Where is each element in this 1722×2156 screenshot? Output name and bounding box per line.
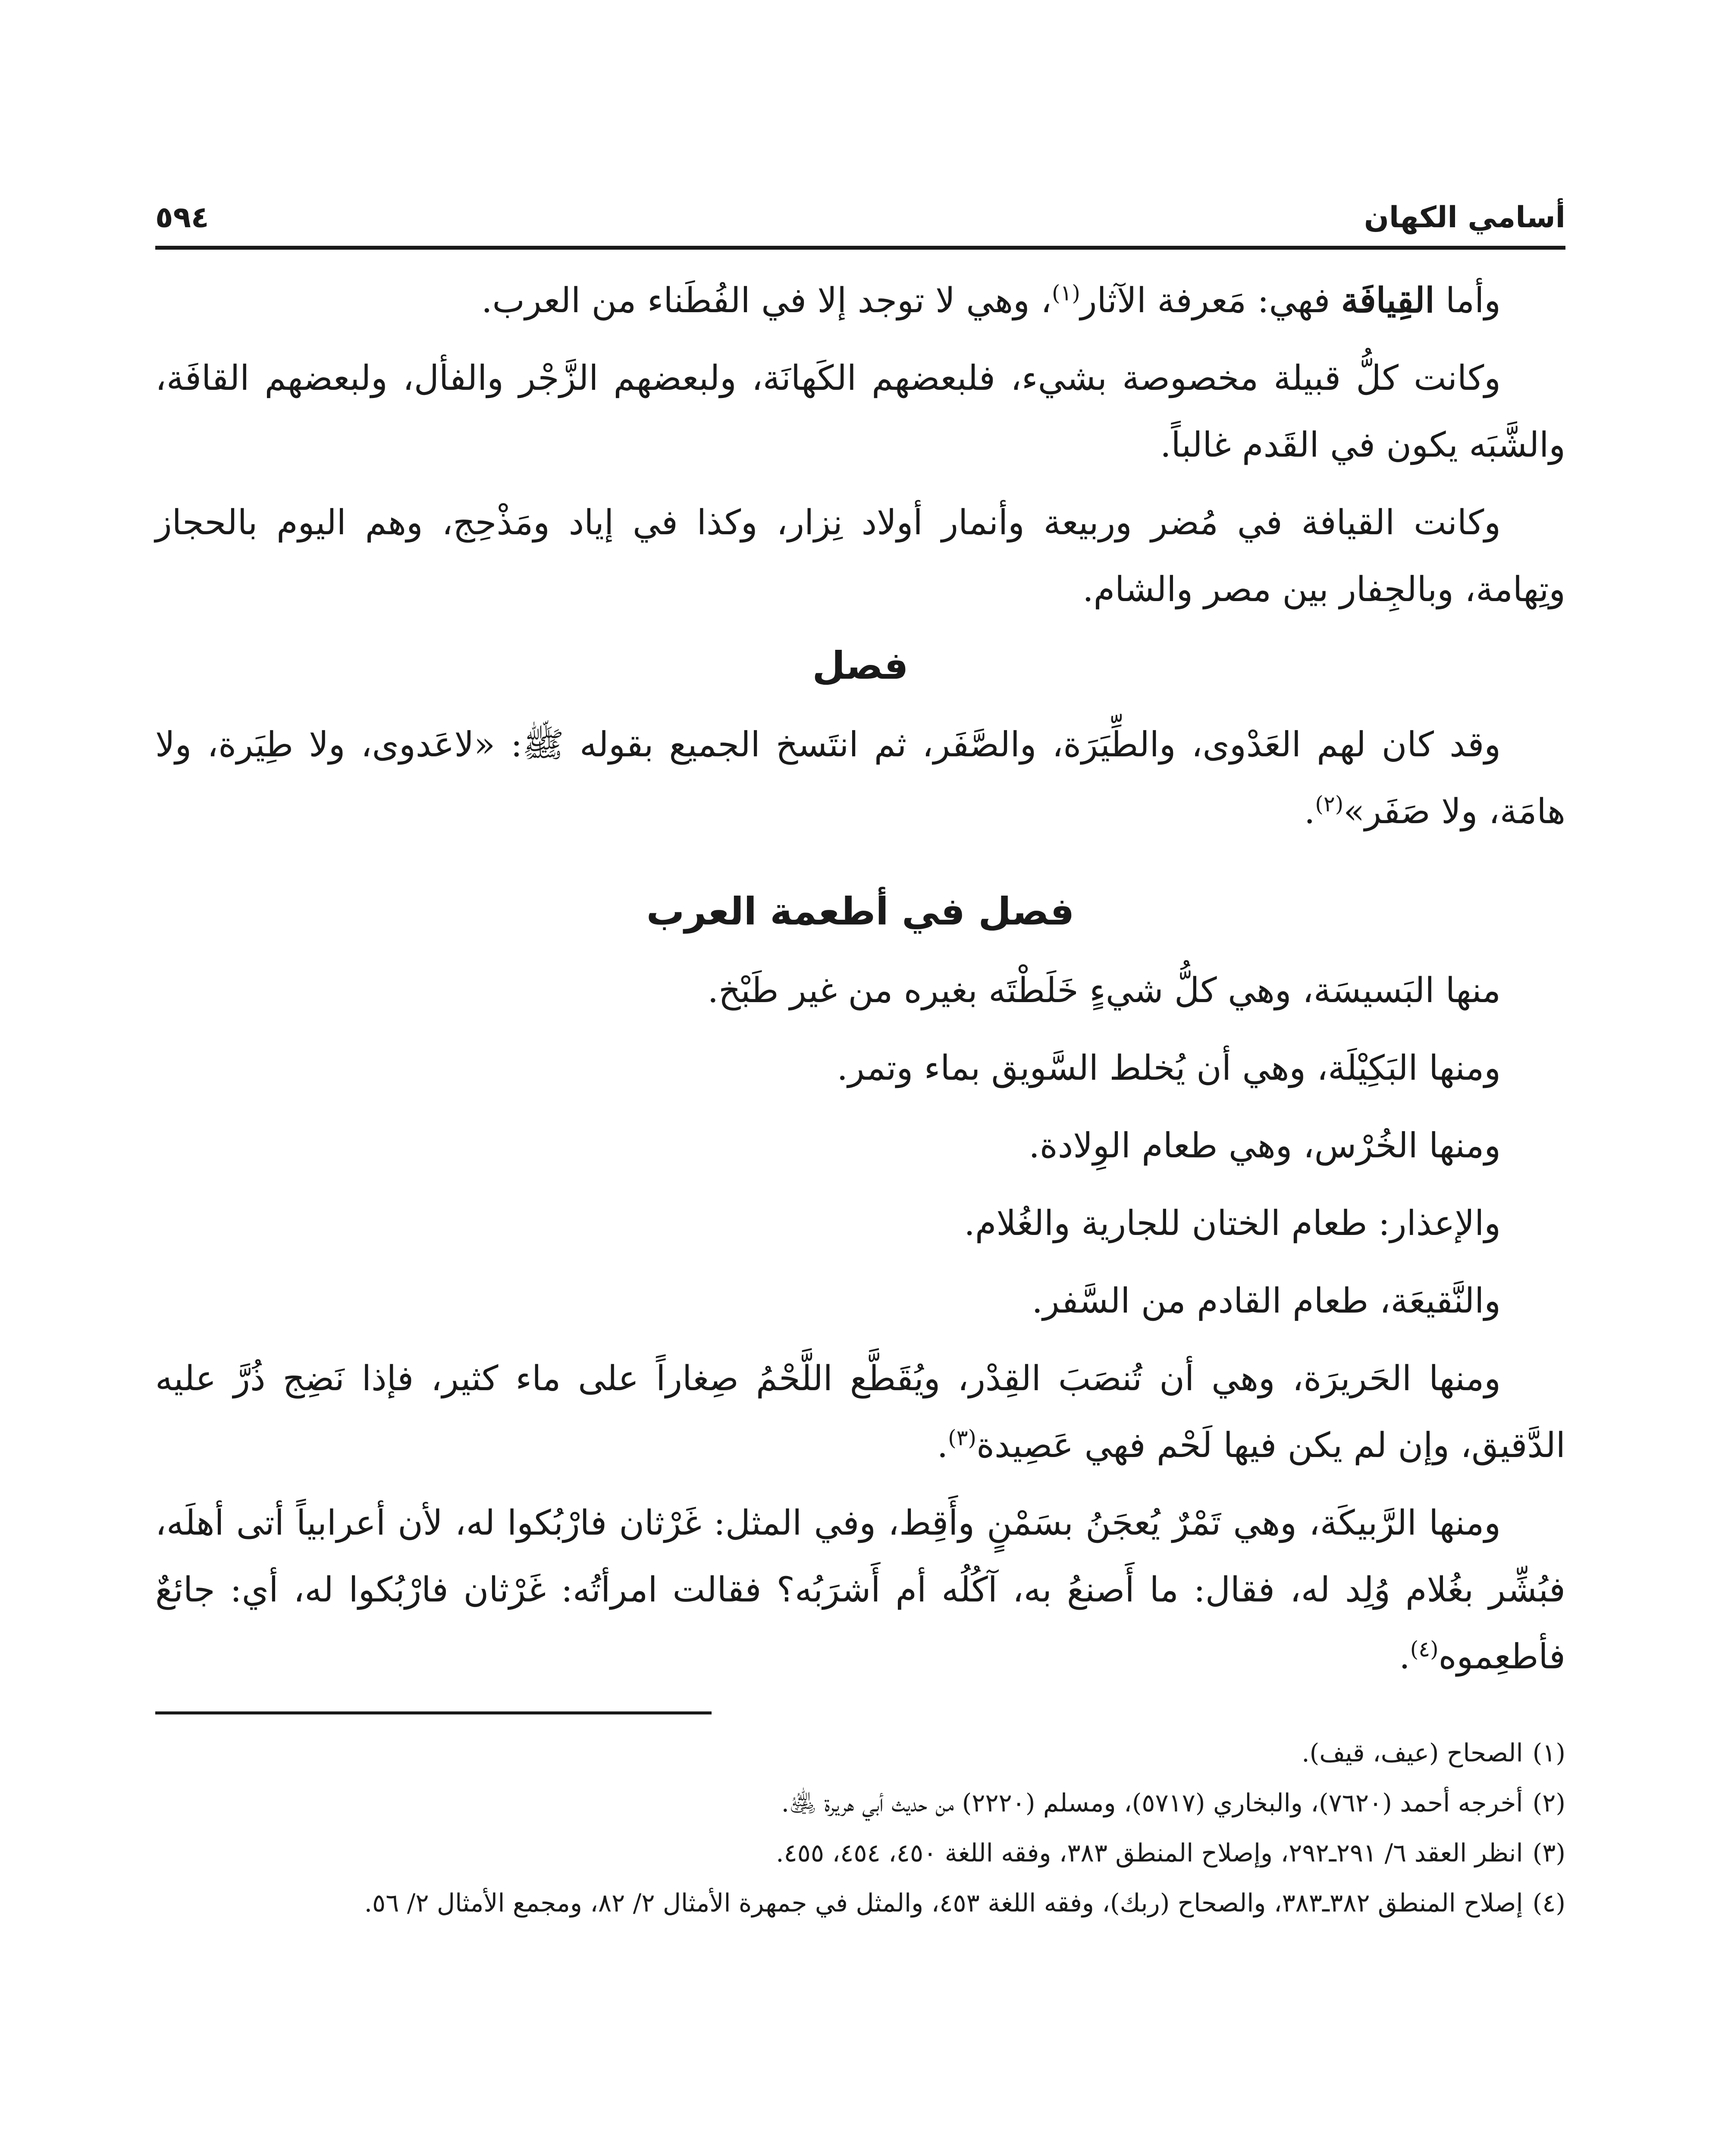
food-item: والإعذار: طعام الختان للجارية والغُلام. [964, 1203, 1501, 1243]
footnote-number: (٢) [1532, 1788, 1565, 1818]
paragraph-text: وقد كان لهم العَدْوى، والطِّيَرَة، والصَّفَر، ثم انتَسخ الجميع بقوله ﷺ: «لاعَدوى، ولا طِيَرة، ولا هامَة، ولا صَفَر» [155, 724, 1565, 831]
food-item: منها البَسيسَة، وهي كلُّ شيءٍ خَلَطْتَه بغيره من غير طَبْخ. [707, 970, 1501, 1010]
footnote-ref-2[interactable]: (٢) [1315, 791, 1344, 817]
footnote-text: الصحاح (عيف، قيف). [1302, 1738, 1523, 1767]
paragraph-lead: وأما [1434, 280, 1501, 320]
section-heading-fasl: فصل [812, 643, 909, 688]
food-item: ومنها البَكِيْلَة، وهي أن يُخلط السَّويق بماء وتمر. [837, 1048, 1501, 1088]
page-number: ٥٩٤ [155, 201, 209, 235]
paragraph-text: ومنها الحَريرَة، وهي أن تُنصَبَ القِدْر، ويُقَطَّع اللَّحْمُ صِغاراً على ماء كثير، فإذا نَضِج ذُرَّ عليه الدَّقيق، وإن لم يكن فيها لَحْم فهي عَصِيدة [155, 1358, 1565, 1465]
paragraph-text: فهي: مَعرفة الآثار [1080, 280, 1341, 320]
footnote-2 [155, 1780, 1565, 1826]
footnote-number: (٤) [1532, 1888, 1565, 1918]
paragraph-end: . [1304, 791, 1315, 831]
paragraph-qiyafa [155, 267, 1565, 334]
paragraph-adwa [155, 711, 1565, 845]
paragraph-qiyafa-regions: وكانت القيافة في مُضر وربيعة وأنمار أولاد نِزار، وكذا في إياد ومَذْحِج، وهم اليوم بالحجاز وتِهامة، وبالجِفار بين مصر والشام. [155, 502, 1565, 609]
section-heading-arab-foods: فصل في أطعمة العرب [646, 889, 1075, 934]
book-page [155, 185, 1565, 2156]
paragraph-text: ، وهي لا توجد إلا في الفُطَناء من العرب. [481, 280, 1052, 320]
paragraph-tribes: وكانت كلُّ قبيلة مخصوصة بشيء، فلبعضهم الكَهانَة، ولبعضهم الزَّجْر والفأل، ولبعضهم القافَة، والشَّبَه يكون في القَدم غالباً. [155, 358, 1565, 465]
paragraph-rabika [155, 1489, 1565, 1690]
paragraph-harira [155, 1345, 1565, 1479]
footnote-ref-4[interactable]: (٤) [1410, 1636, 1439, 1662]
footnotes [155, 1730, 1565, 1926]
paragraph-end: . [1399, 1636, 1410, 1677]
footnote-text: أخرجه أحمد (٧٦٢٠)، والبخاري (٥٧١٧)، ومسلم (٢٢٢٠) من حديث أبي هريرة ﵁. [781, 1788, 1523, 1818]
food-item: والنَّقيعَة، طعام القادم من السَّفر. [1032, 1281, 1501, 1321]
footnote-number: (١) [1532, 1738, 1565, 1767]
page-body [155, 267, 1565, 1690]
page-header [155, 185, 1565, 250]
paragraph-end: . [937, 1425, 948, 1465]
footnote-ref-3[interactable]: (٣) [948, 1425, 977, 1451]
footnote-4 [155, 1880, 1565, 1926]
footnote-text: إصلاح المنطق ٣٨٢ـ٣٨٣، والصحاح (ربك)، وفقه اللغة ٤٥٣، والمثل في جمهرة الأمثال ٢/ ٨٢، ومجمع الأمثال ٢/ ٥٦. [364, 1888, 1523, 1918]
food-item: ومنها الخُرْس، وهي طعام الوِلادة. [1029, 1125, 1501, 1166]
term-qiyafa: القِيافَة [1341, 280, 1435, 320]
footnote-text: انظر العقد ٦/ ٢٩١ـ٢٩٢، وإصلاح المنطق ٣٨٣، وفقه اللغة ٤٥٠، ٤٥٤، ٤٥٥. [776, 1838, 1523, 1868]
footnote-3 [155, 1830, 1565, 1876]
footnote-1 [155, 1730, 1565, 1776]
running-title: أسامي الكهان [1364, 201, 1565, 235]
paragraph-text: ومنها الرَّبيكَة، وهي تَمْرٌ يُعجَنُ بسَمْنٍ وأَقِط، وفي المثل: غَرْثان فارْبُكوا له، لأن أعرابياً أتى أهلَه، فبُشِّر بغُلام وُلِد له، فقال: ما أَصنعُ به، آكُلُه أم أَشرَبُه؟ فقالت امرأتُه: غَرْثان فارْبُكوا له، أي: جائعٌ فأطعِموه [155, 1503, 1565, 1677]
footnote-ref-1[interactable]: (١) [1051, 280, 1080, 306]
footnote-divider [155, 1711, 712, 1714]
footnote-number: (٣) [1532, 1838, 1565, 1868]
